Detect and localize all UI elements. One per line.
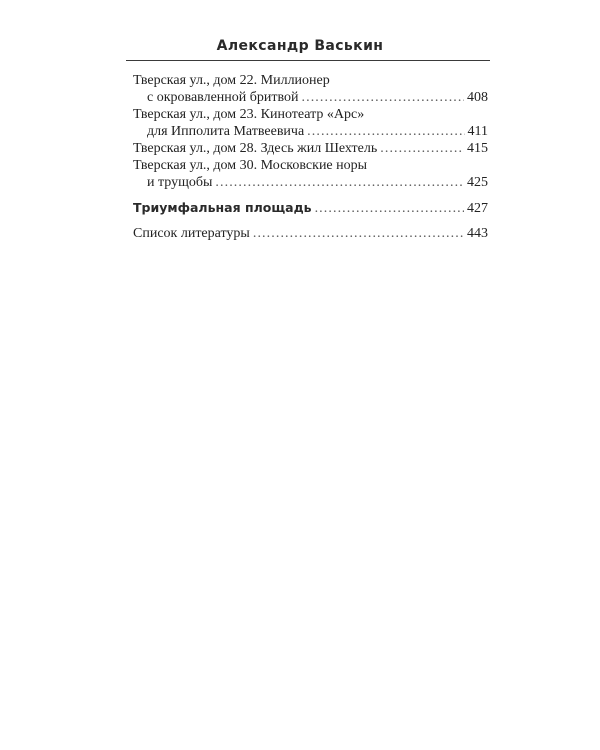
toc-entry-title-line1: Тверская ул., дом 30. Московские норы bbox=[133, 158, 368, 173]
toc-entry-title-line2: с окровавленной бритвой bbox=[147, 90, 299, 105]
toc-entry[interactable] bbox=[133, 157, 488, 191]
spacer bbox=[133, 191, 488, 199]
toc-entry-page: 425 bbox=[467, 175, 488, 190]
toc-entry-page: 415 bbox=[467, 141, 488, 156]
running-header-author: Александр Васькин bbox=[216, 38, 384, 54]
dot-leader bbox=[253, 225, 464, 242]
dot-leader bbox=[307, 123, 464, 140]
toc-entry-page: 427 bbox=[467, 201, 488, 216]
toc-entry-page: 411 bbox=[467, 124, 488, 139]
toc-entry-title-line2: для Ипполита Матвеевича bbox=[147, 124, 305, 139]
toc-entry-title-line1: Тверская ул., дом 23. Кинотеатр «Арс» bbox=[133, 107, 365, 122]
dot-leader bbox=[380, 140, 464, 157]
toc-entry-title: Список литературы bbox=[133, 226, 250, 241]
toc-entry[interactable] bbox=[133, 106, 488, 140]
dot-leader bbox=[302, 89, 465, 106]
toc-entry-title-line1: Тверская ул., дом 22. Миллионер bbox=[133, 73, 330, 88]
toc-section-title: Триумфальная площадь bbox=[133, 200, 312, 215]
toc-entry-page: 443 bbox=[467, 226, 488, 241]
spacer bbox=[133, 217, 488, 225]
toc-entry-title: Тверская ул., дом 28. Здесь жил Шехтель bbox=[133, 141, 378, 156]
toc-entry-title-line2: и трущобы bbox=[147, 175, 213, 190]
dot-leader bbox=[315, 200, 464, 217]
toc-entry[interactable] bbox=[133, 225, 488, 242]
dot-leader bbox=[215, 174, 464, 191]
toc-entry[interactable] bbox=[133, 140, 488, 157]
table-of-contents bbox=[133, 72, 488, 242]
header-rule bbox=[126, 60, 490, 61]
toc-entry-page: 408 bbox=[467, 90, 488, 105]
toc-entry[interactable] bbox=[133, 72, 488, 106]
toc-section-entry[interactable] bbox=[133, 199, 488, 217]
